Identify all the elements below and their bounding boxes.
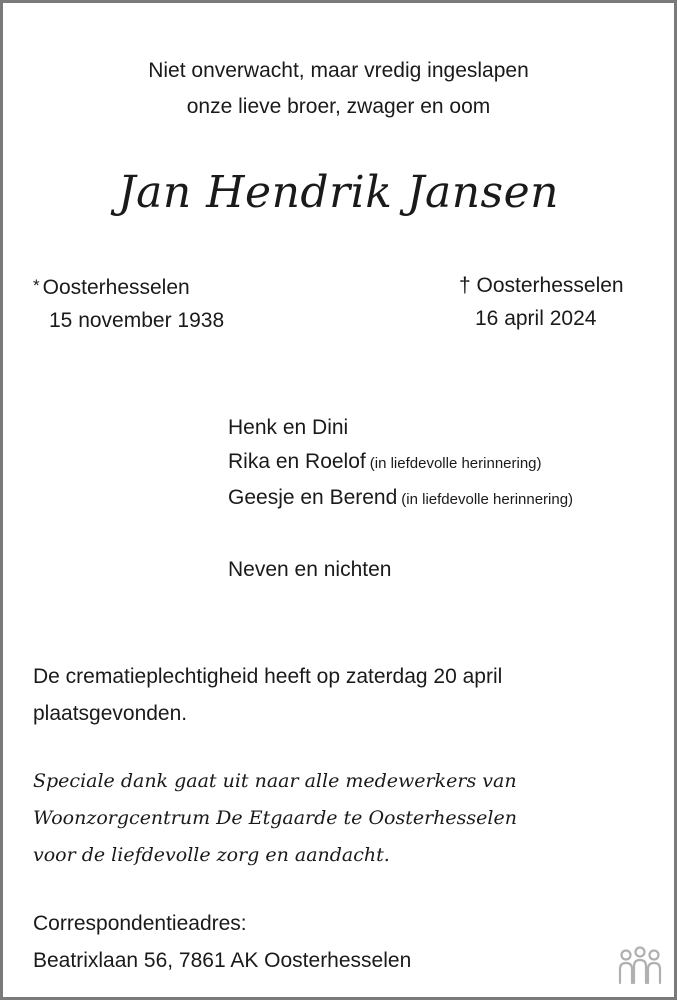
thanks-text [33, 763, 517, 874]
deceased-name: Jan Hendrik Jansen [117, 167, 560, 218]
people-group-icon [616, 945, 664, 987]
death-place: Oosterhesselen [476, 274, 624, 297]
birth-date: 15 november 1938 [49, 309, 225, 332]
intro-line-2: onze lieve broer, zwager en oom [186, 95, 491, 118]
intro-line-1: Niet onverwacht, maar vredig ingeslapen [148, 59, 529, 82]
thanks-line-3: voor de liefdevolle zorg en aandacht. [33, 844, 390, 866]
family-member-names: Henk en Dini [228, 416, 349, 439]
family-member [228, 411, 573, 445]
correspondence-address [33, 905, 411, 979]
family-member [228, 481, 573, 517]
ceremony-text [33, 658, 502, 732]
family-member-note: (in liefdevolle herinnering) [401, 491, 574, 508]
ceremony-line-1: De crematieplechtigheid heeft op zaterdag 20 april [33, 665, 503, 688]
family-member-names: Geesje en Berend [228, 486, 398, 509]
correspondence-value: Beatrixlaan 56, 7861 AK Oosterhesselen [33, 949, 412, 972]
death-info [459, 269, 624, 335]
ceremony-line-2: plaatsgevonden. [33, 702, 188, 725]
thanks-line-2: Woonzorgcentrum De Etgaarde te Oosterhesselen [33, 807, 517, 829]
family-member-names: Rika en Roelof [228, 450, 366, 473]
birth-place: Oosterhesselen [42, 276, 190, 299]
family-list [228, 411, 573, 587]
birth-symbol: * [33, 276, 40, 295]
intro-text [3, 53, 674, 125]
extended-family: Neven en nichten [228, 558, 392, 581]
correspondence-label: Correspondentieadres: [33, 912, 247, 935]
thanks-line-1: Speciale dank gaat uit naar alle medewerkers van [33, 770, 517, 792]
death-symbol: † [459, 274, 471, 297]
family-member [228, 445, 573, 481]
birth-info [33, 269, 224, 337]
death-date: 16 april 2024 [475, 307, 597, 330]
family-member-note: (in liefdevolle herinnering) [369, 455, 542, 472]
